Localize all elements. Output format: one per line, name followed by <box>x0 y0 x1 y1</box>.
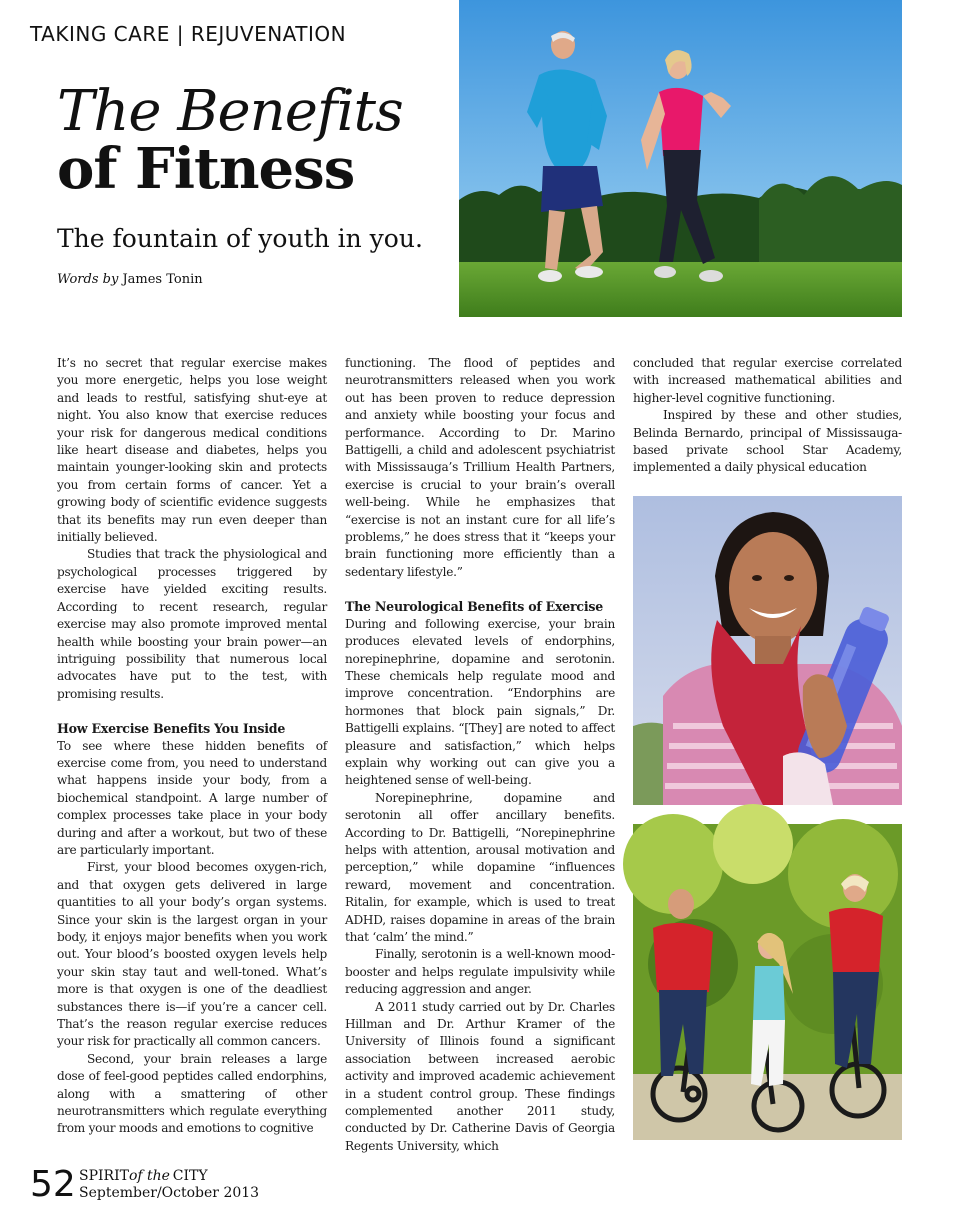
article-title-line2: of Fitness <box>57 136 355 202</box>
photo-family-cycling <box>633 824 902 1140</box>
subsection-name: REJUVENATION <box>190 22 347 46</box>
paragraph: functioning. The flood of peptides and neurotransmitters released when you work out has been proven to reduce depression and anxiety while boosting your focus and performance. According to Dr. Marino Battigelli, a child and adolescent psychiatrist with Mississauga’s Trillium Health Partners, exercise is crucial to your brain’s overall well-being. While he emphasizes that “exercise is not an instant cure for all life’s problems,” he does stress that it “keeps your brain functioning more efficiently than a sedentary lifestyle.” <box>345 356 615 579</box>
article-subtitle: The fountain of youth in you. <box>57 224 423 253</box>
article-column-2 <box>345 355 615 1153</box>
paragraph: It’s no secret that regular exercise makes you more energetic, helps you lose weight and leads to restful, satisfying shut-eye at night. You also know that exercise reduces your risk for dangerous medical conditions like heart disease and diabetes, helps you maintain younger-looking skin and protects you from certain forms of cancer. Yet a growing body of scientific evidence suggests that its benefits may run even deeper than initially believed. <box>57 356 327 545</box>
page-number: 52 <box>30 1164 76 1205</box>
photo-woman-with-water-bottle <box>633 496 902 805</box>
section-heading: The Neurological Benefits of Exercise <box>345 599 603 615</box>
magazine-name <box>79 1168 208 1185</box>
paragraph: To see where these hidden benefits of exercise come from, you need to understand what happens inside your body, from a biochemical standpoint. A large number of complex processes take place in your body during and after a workout, but two of these are particularly important. <box>57 738 327 857</box>
paragraph: During and following exercise, your brain produces elevated levels of endorphins, norepinephrine, dopamine and serotonin. These chemicals help regulate mood and improve concentration. “Endorphins are hormones that block pain signals,” Dr. Battigelli explains. “[They] are noted to affect pleasure and satisfaction,” which helps explain why working out can give you a heightened sense of well-being. <box>345 616 615 788</box>
magazine-name-city: CITY <box>172 1168 208 1184</box>
paragraph: Second, your brain releases a large dose of feel-good peptides called endorphins, along with a smattering of other neurotransmitters which regulate everything from your moods and emotions to cognitive <box>57 1051 327 1136</box>
byline <box>57 272 203 287</box>
paragraph: Studies that track the physiological and psychological processes triggered by exercise have yielded exciting results. According to recent research, regular exercise may also promote improved mental health while boosting your brain power—an intriguing possibility that numerous local advocates have put to the test, with promising results. <box>57 547 327 701</box>
issue-date: September/October 2013 <box>79 1185 260 1201</box>
paragraph: Inspired by these and other studies, Belinda Bernardo, principal of Mississauga-based private school Star Academy, implemented a daily physical education <box>633 408 902 475</box>
section-heading: How Exercise Benefits You Inside <box>57 721 286 737</box>
hero-photo-couple-walking <box>459 0 902 317</box>
article-column-3 <box>633 355 902 485</box>
paragraph: Norepinephrine, dopamine and serotonin all offer ancillary benefits. According to Dr. Battigelli, “Norepinephrine helps with attention, arousal motivation and perception,” while dopamine “influences reward, movement and concentration. Ritalin, for example, which is used to treat ADHD, raises dopamine in areas of the brain that ‘calm’ the mind.” <box>345 790 615 944</box>
magazine-name-spirit: SPIRIT <box>79 1168 129 1184</box>
article-title-line1: The Benefits <box>57 79 403 144</box>
section-separator: | <box>176 22 184 46</box>
paragraph: concluded that regular exercise correlated with increased mathematical abilities and higher-level cognitive functioning. <box>633 356 902 405</box>
paragraph: First, your blood becomes oxygen-rich, and that oxygen gets delivered in large quantities to all your body’s organ systems. Since your skin is the largest organ in your body, it enjoys major benefits when you work out. Your blood’s boosted oxygen levels help your skin stay taut and well-toned. What’s more is that oxygen is one of the deadliest substances there is—if you’re a cancer cell. That’s the reason regular exercise reduces your risk for practically all common cancers. <box>57 860 327 1049</box>
magazine-name-ofthe: of the <box>128 1168 170 1184</box>
section-label <box>30 22 346 46</box>
article-column-1 <box>57 355 327 1145</box>
byline-prefix: Words by <box>57 272 119 287</box>
paragraph: Finally, serotonin is a well-known mood-booster and helps regulate impulsivity while reducing aggression and anger. <box>345 947 615 997</box>
section-name: TAKING CARE <box>30 22 170 46</box>
paragraph: A 2011 study carried out by Dr. Charles Hillman and Dr. Arthur Kramer of the University of Illinois found a significant association between increased aerobic activity and improved academic achievement in a student control group. These findings complemented another 2011 study, conducted by Dr. Catherine Davis of Georgia Regents University, which <box>345 999 615 1153</box>
byline-author: James Tonin <box>122 272 203 287</box>
